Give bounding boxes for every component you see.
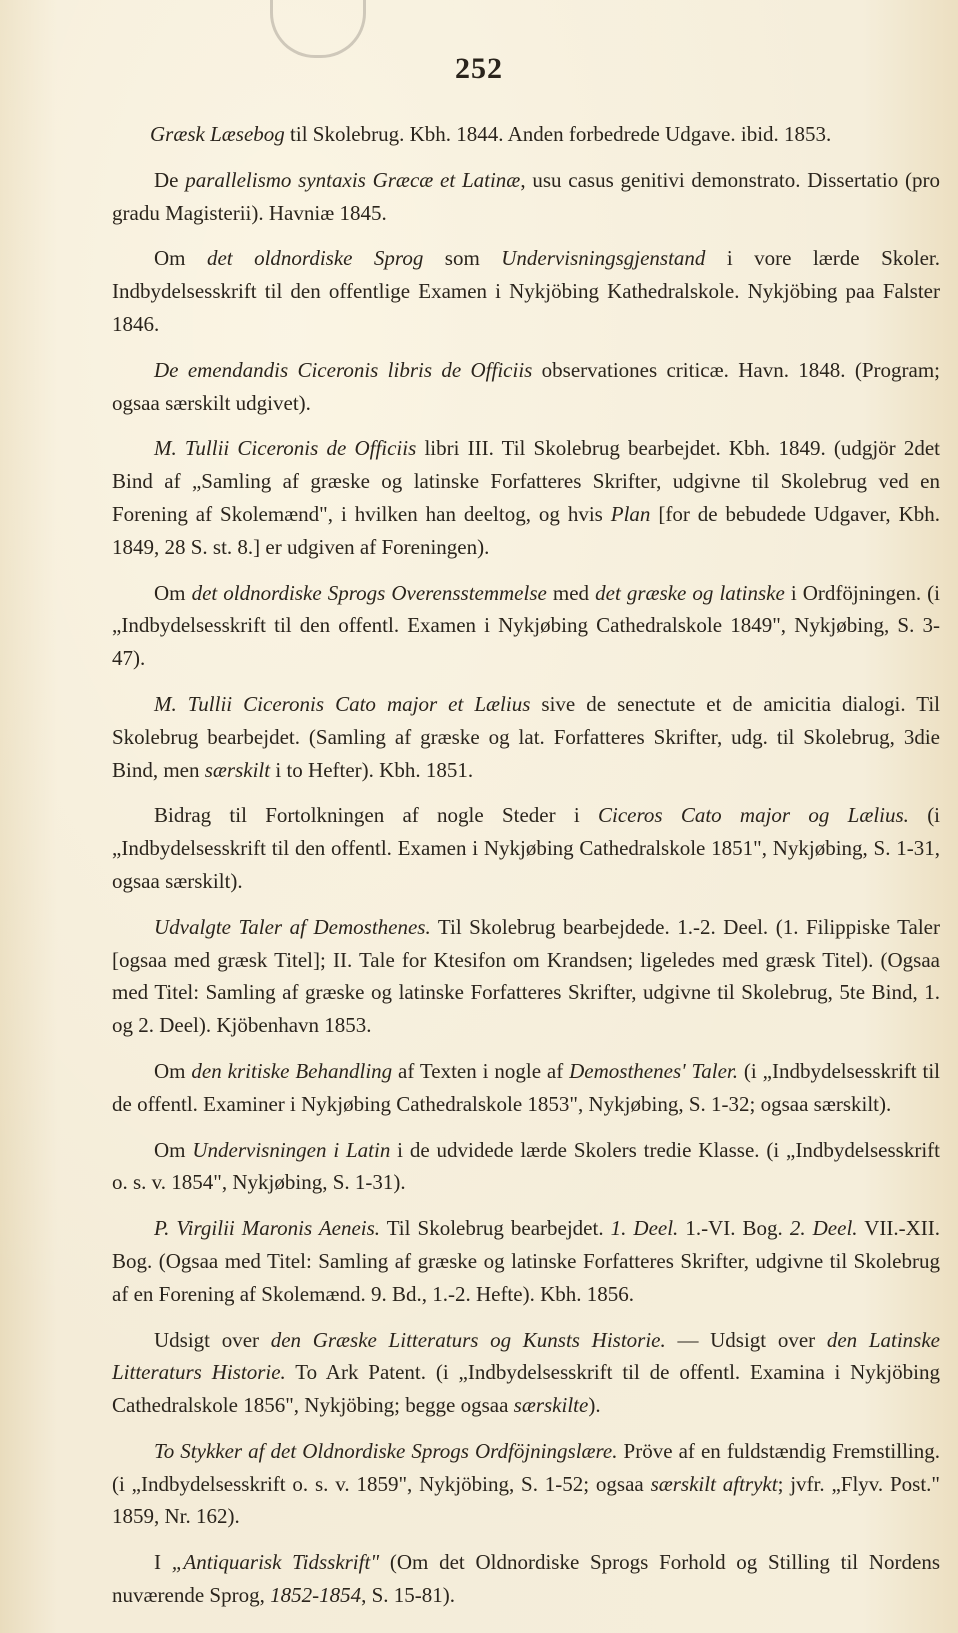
entry-text: i to Hefter). Kbh. 1851.: [270, 757, 474, 782]
page-corner-mark: [270, 0, 366, 58]
entry-text: Udsigt over: [154, 1327, 271, 1352]
italic-title: det oldnordiske Sprog: [206, 246, 424, 271]
italic-title: 2. Deel.: [789, 1216, 858, 1241]
italic-title: parallelismo syntaxis Græcæ et Latinæ: [185, 167, 521, 192]
entry-text: af Texten i nogle af: [392, 1058, 570, 1083]
bibliography-list: [112, 118, 940, 1625]
bibliography-entry: [112, 911, 940, 1042]
italic-title: Udvalgte Taler af Demosthenes.: [154, 914, 431, 939]
italic-title: den Latinske Litteraturs Historie.: [112, 1327, 940, 1385]
italic-title: Græsk Læsebog: [150, 122, 285, 146]
italic-title: P. Virgilii Maronis Aeneis.: [154, 1216, 381, 1241]
entry-text: libri III. Til Skolebrug bearbejdet. Kbh. 1849. (udgjör 2det Bind af „Samling af græske og latinske Forfatteres Skrifter, udgivne til Skolebrug ved en Forening af Skolemænd", i hvilken han deeltog, og hvis: [112, 436, 940, 526]
entry-text: Om: [154, 1058, 192, 1083]
entry-text: Om: [154, 580, 192, 605]
entry-text: Til Skolebrug bearbejdet.: [380, 1216, 611, 1241]
entry-text: — Udsigt over: [665, 1327, 827, 1352]
entry-text: To Ark Patent. (i „Indbydelsesskrift til de offentl. Examina i Nykjöbing Cathedralskole 1856", Nykjöbing; begge ogsaa: [112, 1360, 940, 1418]
entry-text: Om: [154, 246, 207, 271]
italic-title: Demosthenes' Taler.: [569, 1058, 739, 1083]
italic-title: M. Tullii Ciceronis Cato major et Lælius: [154, 691, 531, 716]
italic-title: særskilt: [204, 757, 271, 782]
italic-title: To Stykker af det Oldnordiske Sprogs Ordföjningslære.: [154, 1438, 618, 1463]
entry-text: med: [546, 580, 596, 605]
italic-title: særskilt aftrykt: [650, 1471, 778, 1496]
italic-title: De emendandis Ciceronis libris de Officiis: [154, 357, 533, 382]
italic-title: „Antiquarisk Tidsskrift": [171, 1550, 380, 1575]
italic-title: den Græske Litteraturs og Kunsts Historie.: [270, 1327, 666, 1352]
italic-title: Undervisningsgjenstand: [501, 246, 706, 271]
bibliography-entry: [112, 118, 940, 151]
entry-text: Pröve af en fuldstændig Fremstilling. (i „Indbydelsesskrift o. s. v. 1859", Nykjöbing, S. 1-52; ogsaa: [112, 1438, 940, 1496]
italic-title: Undervisningen i Latin: [192, 1137, 391, 1162]
bibliography-entry: [112, 432, 940, 563]
bibliography-entry: [112, 242, 940, 340]
entry-text: , usu casus genitivi demonstrato. Dissertatio (pro gradu Magisterii). Havniæ 1845.: [112, 167, 940, 225]
bibliography-entry: [112, 1324, 940, 1422]
entry-text: Bidrag til Fortolkningen af nogle Steder i: [154, 803, 598, 828]
italic-title: M. Tullii Ciceronis de Officiis: [154, 436, 417, 461]
entry-text: ; jvfr. „Flyv. Post." 1859, Nr. 162).: [112, 1471, 941, 1529]
entry-text: De: [154, 167, 186, 192]
entry-text: (i „Indbydelsesskrift til de offentl. Examiner i Nykjøbing Cathedralskole 1853", Nykjøbing, S. 1-32; ogsaa særskilt).: [112, 1058, 941, 1116]
entry-text: (Om det Oldnordiske Sprogs Forhold og Stilling til Nordens nuværende Sprog,: [112, 1550, 940, 1608]
entry-text: (i „Indbydelsesskrift til den offentl. Examen i Nykjøbing Cathedralskole 1851", Nykjøbing, S. 1-31, ogsaa særskilt).: [112, 803, 941, 893]
bibliography-entry: [112, 577, 940, 675]
italic-title: det oldnordiske Sprogs Overensstemmelse: [191, 580, 547, 605]
entry-text: som: [423, 246, 502, 271]
entry-text: Om: [154, 1137, 193, 1162]
italic-title: Plan: [610, 501, 651, 526]
entry-text: Til Skolebrug bearbejdede. 1.-2. Deel. (1. Filippiske Taler [ogsaa med græsk Titel]; II. Tale for Ktesifon om Krandsen; ligeledes med græsk Titel). (Ogsaa med Titel: Samling af græske og latinske Forfatteres Skrifter, udgivne til Skolebrug, 5te Bind, 1. og 2. Deel). Kjöbenhavn 1853.: [112, 914, 940, 1038]
bibliography-entry: [112, 354, 940, 420]
italic-title: det græske og latinske: [595, 580, 785, 605]
bibliography-entry: [112, 1055, 940, 1121]
entry-text: til Skolebrug. Kbh. 1844. Anden forbedrede Udgave. ibid. 1853.: [284, 122, 832, 146]
entry-text: , S. 15-81).: [361, 1583, 455, 1608]
bibliography-entry: [112, 164, 940, 230]
entry-text: sive de senectute et de amicitia dialogi. Til Skolebrug bearbejdet. (Samling af græske og lat. Forfatteres Skrifter, udg. til Skolebrug, 3die Bind, men: [112, 691, 940, 782]
entry-text: i de udvidede lærde Skolers tredie Klasse. (i „Indbydelsesskrift o. s. v. 1854", Nykjøbing, S. 1-31).: [112, 1137, 940, 1195]
entry-text: i vore lærde Skoler. Indbydelsesskrift til den offentlige Examen i Nykjöbing Kathedralskole. Nykjöbing paa Falster 1846.: [112, 246, 940, 336]
italic-title: den kritiske Behandling: [191, 1058, 393, 1083]
bibliography-entry: [112, 688, 940, 786]
entry-text: ).: [588, 1393, 601, 1418]
italic-title: 1. Deel.: [610, 1216, 679, 1241]
entry-text: VII.-XII. Bog. (Ogsaa med Titel: Samling af græske og latinske Forfatteres Skrifter, udgivne til Skolebrug af en Forening af Skolemænd. 9. Bd., 1.-2. Hefte). Kbh. 1856.: [112, 1216, 940, 1306]
bibliography-entry: [112, 1134, 940, 1200]
entry-text: 1.-VI. Bog.: [678, 1216, 790, 1241]
bibliography-entry: [112, 1212, 940, 1310]
bibliography-entry: [112, 799, 940, 897]
italic-title: særskilte: [513, 1393, 589, 1418]
page-number: 252: [455, 52, 503, 85]
entry-text: observationes criticæ. Havn. 1848. (Program; ogsaa særskilt udgivet).: [112, 357, 940, 415]
entry-text: i Ordföjningen. (i „Indbydelsesskrift til den offentl. Examen i Nykjøbing Cathedralskole 1849", Nykjøbing, S. 3-47).: [112, 580, 941, 671]
italic-title: 1852-1854: [270, 1583, 362, 1608]
entry-text: [for de bebudede Udgaver, Kbh. 1849, 28 S. st. 8.] er udgiven af Foreningen).: [112, 501, 940, 559]
bibliography-entry: [112, 1435, 940, 1533]
entry-text: I: [154, 1550, 172, 1575]
bibliography-entry: [112, 1546, 940, 1612]
italic-title: Ciceros Cato major og Lælius.: [598, 803, 909, 828]
